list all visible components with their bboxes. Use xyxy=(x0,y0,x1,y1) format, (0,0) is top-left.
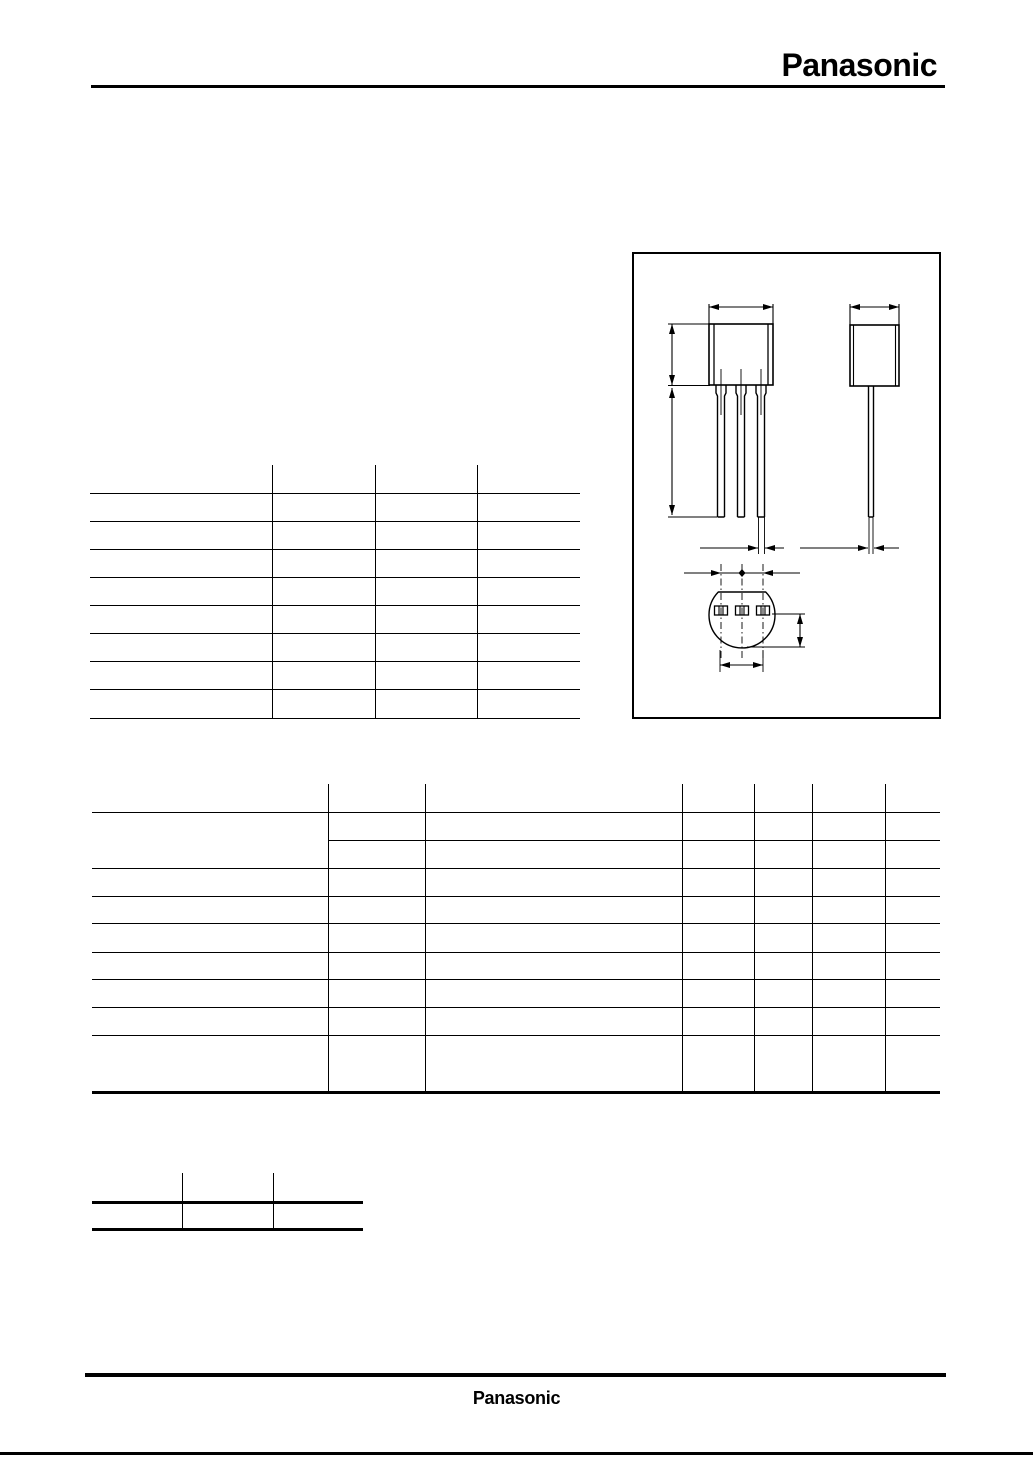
table-cell xyxy=(92,979,328,1007)
table-cell xyxy=(754,1035,812,1092)
table-cell xyxy=(272,577,375,605)
table-row xyxy=(90,605,580,633)
table-cell xyxy=(682,979,754,1007)
table-cell xyxy=(273,1202,363,1229)
table-cell xyxy=(754,952,812,979)
table-cell xyxy=(328,784,425,812)
dim-arrow xyxy=(711,570,721,576)
table-row xyxy=(90,549,580,577)
table-row xyxy=(92,812,940,840)
table-cell xyxy=(425,868,682,896)
dim-arrow xyxy=(765,545,775,551)
table-cell xyxy=(90,577,272,605)
table-cell xyxy=(477,577,580,605)
table-cell xyxy=(812,979,885,1007)
table-row xyxy=(92,784,940,812)
table-row xyxy=(90,493,580,521)
table-cell xyxy=(92,952,328,979)
table-row xyxy=(92,1202,363,1229)
header-rule xyxy=(91,85,945,88)
table-row xyxy=(90,661,580,689)
side-view xyxy=(800,304,899,554)
table-cell xyxy=(90,605,272,633)
table-cell xyxy=(182,1173,273,1202)
table-cell xyxy=(754,1007,812,1035)
table-cell xyxy=(90,689,272,718)
table-cell xyxy=(885,896,940,923)
side-body xyxy=(850,325,899,386)
table-cell xyxy=(425,840,682,868)
table-cell xyxy=(682,784,754,812)
table-cell xyxy=(328,896,425,923)
table-cell xyxy=(328,868,425,896)
table-cell xyxy=(812,840,885,868)
table-cell xyxy=(92,1007,328,1035)
footer-rule xyxy=(85,1373,946,1377)
table-cell xyxy=(375,465,477,493)
bottom-view xyxy=(684,564,805,672)
table-bottom-container xyxy=(92,1173,363,1231)
table-cell xyxy=(375,549,477,577)
table-cell xyxy=(375,605,477,633)
panasonic-logo: Panasonic xyxy=(781,47,937,83)
dim-arrow xyxy=(748,545,758,551)
table-cell xyxy=(375,633,477,661)
table-cell xyxy=(92,1202,182,1229)
dim-arrow xyxy=(763,570,773,576)
table-cell xyxy=(272,689,375,718)
table-cell xyxy=(812,952,885,979)
dim-arrow xyxy=(669,505,675,515)
dim-arrow xyxy=(797,637,803,647)
table-cell xyxy=(754,840,812,868)
table-cell xyxy=(328,1035,425,1092)
table-cell xyxy=(885,784,940,812)
table-cell xyxy=(328,812,425,840)
table-row xyxy=(90,577,580,605)
table-cell xyxy=(328,840,425,868)
table-cell xyxy=(754,979,812,1007)
table-cell xyxy=(812,868,885,896)
table-cell xyxy=(885,840,940,868)
table-cell xyxy=(375,577,477,605)
table-cell xyxy=(812,896,885,923)
table-top xyxy=(90,465,580,719)
table-cell xyxy=(477,521,580,549)
table-cell xyxy=(885,868,940,896)
table-cell xyxy=(754,923,812,952)
table-cell xyxy=(375,521,477,549)
table-cell xyxy=(90,661,272,689)
table-cell xyxy=(272,661,375,689)
table-cell xyxy=(682,923,754,952)
table-cell xyxy=(425,1007,682,1035)
table-cell xyxy=(90,465,272,493)
table-cell xyxy=(92,1035,328,1092)
table-cell xyxy=(812,812,885,840)
table-cell xyxy=(754,896,812,923)
dim-arrow xyxy=(669,324,675,334)
table-bottom xyxy=(92,1173,363,1231)
dim-arrow xyxy=(858,545,868,551)
table-middle-container xyxy=(92,784,940,1094)
dim-arrow xyxy=(753,662,763,668)
table-row xyxy=(90,689,580,718)
table-cell xyxy=(328,952,425,979)
dim-arrow xyxy=(763,304,773,310)
table-cell xyxy=(90,521,272,549)
table-cell xyxy=(477,465,580,493)
table-cell xyxy=(812,923,885,952)
table-cell xyxy=(90,493,272,521)
table-cell xyxy=(182,1202,273,1229)
table-cell xyxy=(477,493,580,521)
table-cell xyxy=(92,896,328,923)
table-cell xyxy=(477,605,580,633)
table-cell xyxy=(885,1007,940,1035)
dim-arrow xyxy=(669,375,675,385)
table-cell xyxy=(272,549,375,577)
table-row xyxy=(92,1173,363,1202)
dim-arrow xyxy=(889,304,899,310)
table-cell xyxy=(425,896,682,923)
dim-arrow xyxy=(874,545,884,551)
table-cell xyxy=(885,1035,940,1092)
table-cell xyxy=(425,784,682,812)
table-cell xyxy=(885,979,940,1007)
dim-arrow xyxy=(850,304,860,310)
package-dimensions-figure xyxy=(632,252,941,719)
table-cell xyxy=(812,1007,885,1035)
page-edge-rule xyxy=(0,1452,1033,1455)
table-cell xyxy=(425,923,682,952)
table-cell xyxy=(92,868,328,896)
table-cell xyxy=(92,784,328,812)
table-cell xyxy=(682,840,754,868)
table-cell xyxy=(425,979,682,1007)
table-cell xyxy=(92,1173,182,1202)
table-cell xyxy=(375,661,477,689)
table-row xyxy=(92,868,940,896)
table-row xyxy=(90,521,580,549)
front-view xyxy=(668,304,784,554)
table-row xyxy=(92,952,940,979)
table-row xyxy=(92,1035,940,1092)
table-cell xyxy=(885,923,940,952)
table-cell xyxy=(272,633,375,661)
table-cell xyxy=(328,1007,425,1035)
side-lead xyxy=(869,386,874,517)
table-top-container xyxy=(90,465,580,719)
table-cell xyxy=(425,952,682,979)
dim-arrow xyxy=(709,304,719,310)
table-cell xyxy=(425,812,682,840)
table-cell xyxy=(425,1035,682,1092)
dim-arrow xyxy=(720,662,730,668)
table-row xyxy=(92,923,940,952)
table-row xyxy=(92,896,940,923)
table-row xyxy=(90,633,580,661)
table-cell xyxy=(272,605,375,633)
table-cell xyxy=(328,979,425,1007)
table-cell xyxy=(272,493,375,521)
table-cell xyxy=(272,521,375,549)
table-cell xyxy=(682,952,754,979)
table-cell xyxy=(477,633,580,661)
table-cell xyxy=(812,1035,885,1092)
table-cell xyxy=(375,493,477,521)
table-cell xyxy=(682,1035,754,1092)
table-row xyxy=(92,1007,940,1035)
table-cell xyxy=(682,868,754,896)
table-cell xyxy=(754,812,812,840)
table-cell xyxy=(92,812,328,868)
dim-arrow xyxy=(797,614,803,624)
table-row xyxy=(90,465,580,493)
panasonic-footer-logo: Panasonic xyxy=(472,1388,561,1408)
table-cell xyxy=(885,812,940,840)
table-cell xyxy=(272,465,375,493)
table-cell xyxy=(682,896,754,923)
table-cell xyxy=(885,952,940,979)
table-cell xyxy=(90,633,272,661)
table-cell xyxy=(375,689,477,718)
package-drawing-svg xyxy=(634,254,939,717)
table-cell xyxy=(477,661,580,689)
table-cell xyxy=(273,1173,363,1202)
table-cell xyxy=(477,689,580,718)
table-cell xyxy=(754,868,812,896)
dim-arrow xyxy=(669,388,675,398)
table-cell xyxy=(477,549,580,577)
table-cell xyxy=(754,784,812,812)
table-cell xyxy=(812,784,885,812)
table-cell xyxy=(328,923,425,952)
dim-marker xyxy=(739,569,746,577)
table-row xyxy=(92,979,940,1007)
table-middle xyxy=(92,784,940,1094)
table-cell xyxy=(682,1007,754,1035)
table-cell xyxy=(682,812,754,840)
table-cell xyxy=(92,923,328,952)
table-cell xyxy=(90,549,272,577)
